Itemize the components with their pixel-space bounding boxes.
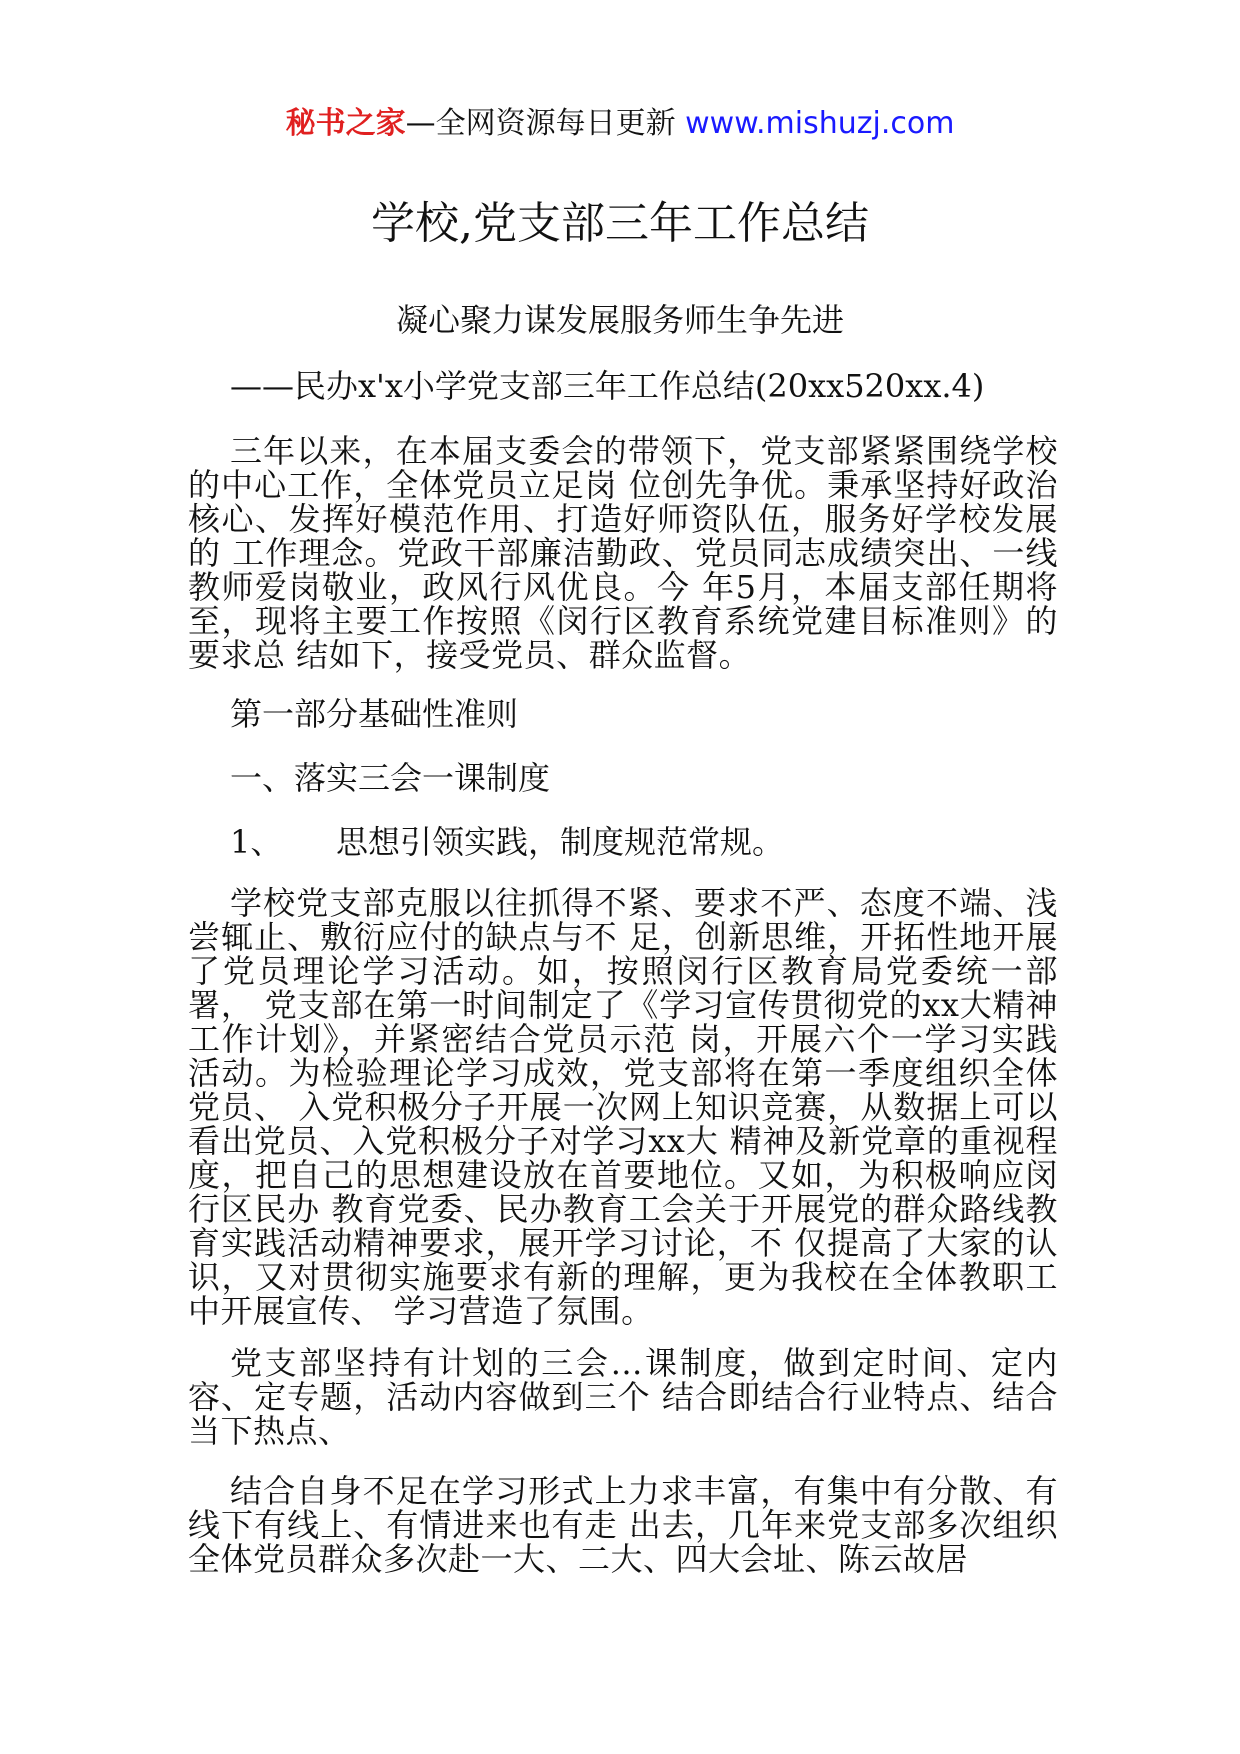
header-banner bbox=[0, 104, 1240, 144]
header-tagline: —全网资源每日更新 bbox=[405, 106, 676, 141]
paragraph-theory-study: 学校党支部克服以往抓得不紧、要求不严、态度不端、浅尝辄止、敷衍应付的缺点与不 足，创新思维，开拓性地开展了党员理论学习活动。如，按照闵行区教育局党委统一部署， 党支部在第一时间制定了《学习宣传贯彻党的xx大精神工作计划》，并紧密结合党员示范 岗，开展六个一学习实践活动。为检验理论学习成效，党支部将在第一季度组织全体党员、 入党积极分子开展一次网上知识竞赛，从数据上可以看出党员、入党积极分子对学习xx大 精神及新党章的重视程度，把自己的思想建设放在首要地位。又如，为积极响应闵行区民办 教育党委、民办教育工会关于开展党的群众路线教育实践活动精神要求，展开学习讨论，不 仅提高了大家的认识，又对贯彻实施要求有新的理解，更为我校在全体教职工中开展宣传、 学习营造了氛围。 bbox=[188, 884, 1058, 1330]
item-heading bbox=[230, 822, 784, 862]
part-heading: 第一部分基础性准则 bbox=[230, 695, 519, 733]
document-subtitle-secondary: ——民办x'x小学党支部三年工作总结(20xx520xx.4) bbox=[230, 367, 985, 405]
paragraph-study-forms: 结合自身不足在学习形式上力求丰富，有集中有分散、有线下有线上、有情进来也有走 出去，几年来党支部多次组织全体党员群众多次赴一大、二大、四大会址、陈云故居 bbox=[188, 1472, 1058, 1578]
site-url-link[interactable]: www.mishuzj.com bbox=[685, 106, 955, 141]
paragraph-meeting-system: 党支部坚持有计划的三会…课制度，做到定时间、定内容、定专题，活动内容做到三个 结合即结合行业特点、结合当下热点、 bbox=[188, 1344, 1058, 1450]
section-heading: 一、落实三会一课制度 bbox=[230, 759, 551, 797]
brand-name: 秘书之家 bbox=[285, 106, 406, 141]
document-title: 学校,党支部三年工作总结 bbox=[371, 198, 869, 249]
item-text: 思想引领实践，制度规范常规。 bbox=[336, 823, 785, 861]
document-subtitle: 凝心聚力谋发展服务师生争先进 bbox=[395, 301, 844, 339]
paragraph-intro: 三年以来，在本届支委会的带领下，党支部紧紧围绕学校的中心工作，全体党员立足岗 位创先争优。秉承坚持好政治核心、发挥好模范作用、打造好师资队伍，服务好学校发展的 工作理念。党政干部廉洁勤政、党员同志成绩突出、一线教师爱岗敬业，政风行风优良。今 年5月，本届支部任期将至，现将主要工作按照《闵行区教育系统党建目标准则》的要求总 结如下，接受党员、群众监督。 bbox=[188, 432, 1058, 674]
item-number: 1、 bbox=[230, 823, 283, 861]
